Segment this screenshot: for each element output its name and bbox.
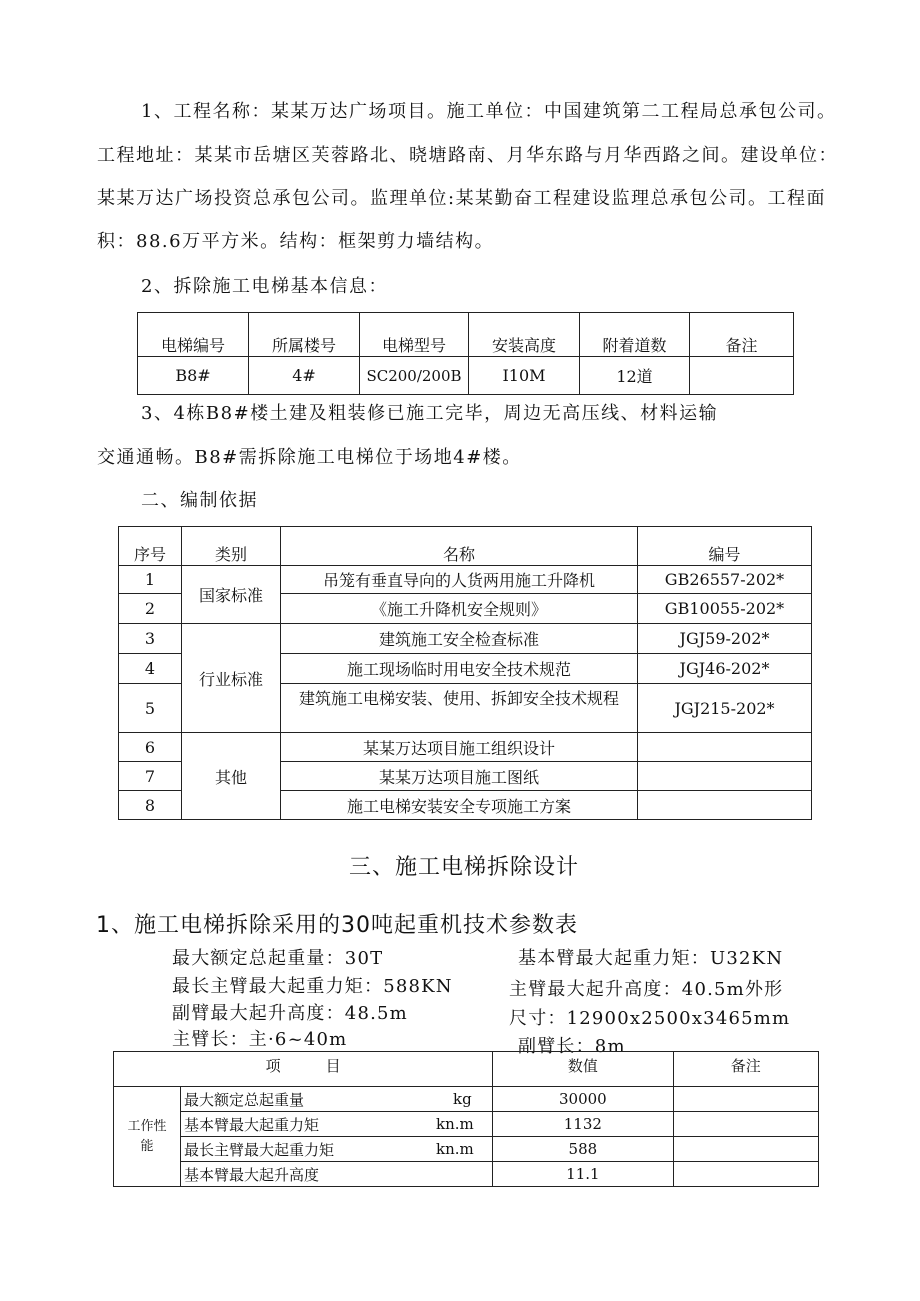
header-cell: 安装高度 xyxy=(469,313,580,357)
group-label: 工作性能 xyxy=(114,1087,181,1187)
spec-note xyxy=(673,1112,818,1137)
basis-heading: 二、编制依据 xyxy=(141,490,258,511)
spec-value: 30000 xyxy=(493,1087,673,1112)
elevator-info-table xyxy=(137,312,794,395)
row-number: 5 xyxy=(119,684,182,733)
standard-name: 《施工升降机安全规则》 xyxy=(281,594,638,624)
cell: 12道 xyxy=(580,357,690,395)
table-row xyxy=(119,566,812,594)
intro-line-1: 1、工程名称：某某万达广场项目。施工单位：中国建筑第二工程局总承包公司。 xyxy=(141,101,837,122)
category-cell: 其他 xyxy=(182,733,281,820)
spec-name-cell xyxy=(181,1137,493,1162)
cell: 4# xyxy=(249,357,360,395)
param-jib-length: 副臂长：8m xyxy=(518,1036,626,1057)
standard-code xyxy=(638,733,812,762)
item3-line-1: 3、4栋B8#楼土建及粗装修已施工完毕，周边无高压线、材料运输 xyxy=(141,403,719,424)
row-number: 8 xyxy=(119,791,182,820)
spec-name-cell xyxy=(181,1162,493,1187)
header-cell: 附着道数 xyxy=(580,313,690,357)
header-cell: 数值 xyxy=(493,1052,673,1087)
table-row xyxy=(119,624,812,654)
spec-name-cell xyxy=(181,1087,493,1112)
cell: B8# xyxy=(138,357,249,395)
param-main-arm-length: 主臂长：主·6~40m xyxy=(172,1029,348,1050)
intro-line-3: 某某万达广场投资总承包公司。监理单位:某某勤奋工程建设监理总承包公司。工程面 xyxy=(97,188,827,209)
basis-table xyxy=(118,526,812,820)
row-number: 2 xyxy=(119,594,182,624)
header-cell: 备注 xyxy=(673,1052,818,1087)
header-cell: 所属楼号 xyxy=(249,313,360,357)
crane-spec-table xyxy=(113,1051,819,1187)
row-number: 4 xyxy=(119,654,182,684)
standard-code xyxy=(638,791,812,820)
spec-name: 最大额定总起重量 xyxy=(184,1090,305,1109)
spec-unit: kn.m xyxy=(436,1140,474,1158)
header-cell: 项 目 xyxy=(114,1052,493,1087)
cell: SC200/200B xyxy=(360,357,469,395)
spec-note xyxy=(673,1162,818,1187)
spec-name: 基本臂最大起重力矩 xyxy=(184,1115,320,1134)
header-cell: 电梯编号 xyxy=(138,313,249,357)
spec-unit: kn.m xyxy=(436,1115,474,1133)
standard-name: 施工电梯安装安全专项施工方案 xyxy=(281,791,638,820)
item3-line-2: 交通通畅。B8#需拆除施工电梯位于场地4#楼。 xyxy=(97,447,522,468)
standard-code: JGJ215-202* xyxy=(638,684,812,733)
table-header-row xyxy=(138,313,794,357)
standard-code: JGJ46-202* xyxy=(638,654,812,684)
category-cell: 国家标准 xyxy=(182,566,281,624)
item2-heading: 2、拆除施工电梯基本信息： xyxy=(141,276,388,297)
header-cell: 名称 xyxy=(281,527,638,566)
table-header-row xyxy=(119,527,812,566)
spec-note xyxy=(673,1087,818,1112)
section-3-title: 三、施工电梯拆除设计 xyxy=(349,855,580,880)
standard-name: 施工现场临时用电安全技术规范 xyxy=(281,654,638,684)
standard-code: GB10055-202* xyxy=(638,594,812,624)
spec-name-cell xyxy=(181,1112,493,1137)
param-main-arm-height: 主臂最大起升高度：40.5m外形 xyxy=(509,979,784,1000)
header-cell: 备注 xyxy=(690,313,794,357)
param-dimensions: 尺寸：12900x2500x3465mm xyxy=(509,1008,791,1029)
row-number: 3 xyxy=(119,624,182,654)
intro-line-4: 积：88.6万平方米。结构：框架剪力墙结构。 xyxy=(97,231,495,252)
spec-unit: kg xyxy=(453,1090,472,1108)
param-base-arm-moment: 基本臂最大起重力矩：U32KN xyxy=(518,948,784,969)
spec-value: 11.1 xyxy=(493,1162,673,1187)
standard-code xyxy=(638,762,812,791)
standard-name: 建筑施工电梯安装、使用、拆卸安全技术规程 xyxy=(281,684,638,733)
header-cell: 编号 xyxy=(638,527,812,566)
table-row xyxy=(114,1162,819,1187)
cell xyxy=(690,357,794,395)
table-header-row xyxy=(114,1052,819,1087)
row-number: 6 xyxy=(119,733,182,762)
category-cell: 行业标准 xyxy=(182,624,281,733)
header-cell: 序号 xyxy=(119,527,182,566)
spec-name: 基本臂最大起升高度 xyxy=(184,1165,320,1184)
table-row xyxy=(114,1137,819,1162)
table-row xyxy=(119,733,812,762)
header-cell: 电梯型号 xyxy=(360,313,469,357)
spec-note xyxy=(673,1137,818,1162)
param-max-lift: 最大额定总起重量：30T xyxy=(172,948,384,969)
table-row xyxy=(138,357,794,395)
row-number: 7 xyxy=(119,762,182,791)
standard-name: 某某万达项目施工图纸 xyxy=(281,762,638,791)
subsection-1-title: 1、施工电梯拆除采用的30吨起重机技术参数表 xyxy=(96,913,578,938)
param-jib-height: 副臂最大起升高度：48.5m xyxy=(172,1003,408,1024)
standard-name: 吊笼有垂直导向的人货两用施工升降机 xyxy=(281,566,638,594)
intro-line-2: 工程地址：某某市岳塘区芙蓉路北、晓塘路南、月华东路与月华西路之间。建设单位： xyxy=(97,145,838,166)
spec-value: 1132 xyxy=(493,1112,673,1137)
header-cell: 类别 xyxy=(182,527,281,566)
spec-value: 588 xyxy=(493,1137,673,1162)
param-long-arm-moment: 最长主臂最大起重力矩：588KN xyxy=(172,976,453,997)
table-row xyxy=(114,1112,819,1137)
row-number: 1 xyxy=(119,566,182,594)
standard-code: JGJ59-202* xyxy=(638,624,812,654)
table-row xyxy=(114,1087,819,1112)
spec-name: 最长主臂最大起重力矩 xyxy=(184,1140,335,1159)
standard-name: 建筑施工安全检查标准 xyxy=(281,624,638,654)
cell: I10M xyxy=(469,357,580,395)
standard-code: GB26557-202* xyxy=(638,566,812,594)
standard-name: 某某万达项目施工组织设计 xyxy=(281,733,638,762)
